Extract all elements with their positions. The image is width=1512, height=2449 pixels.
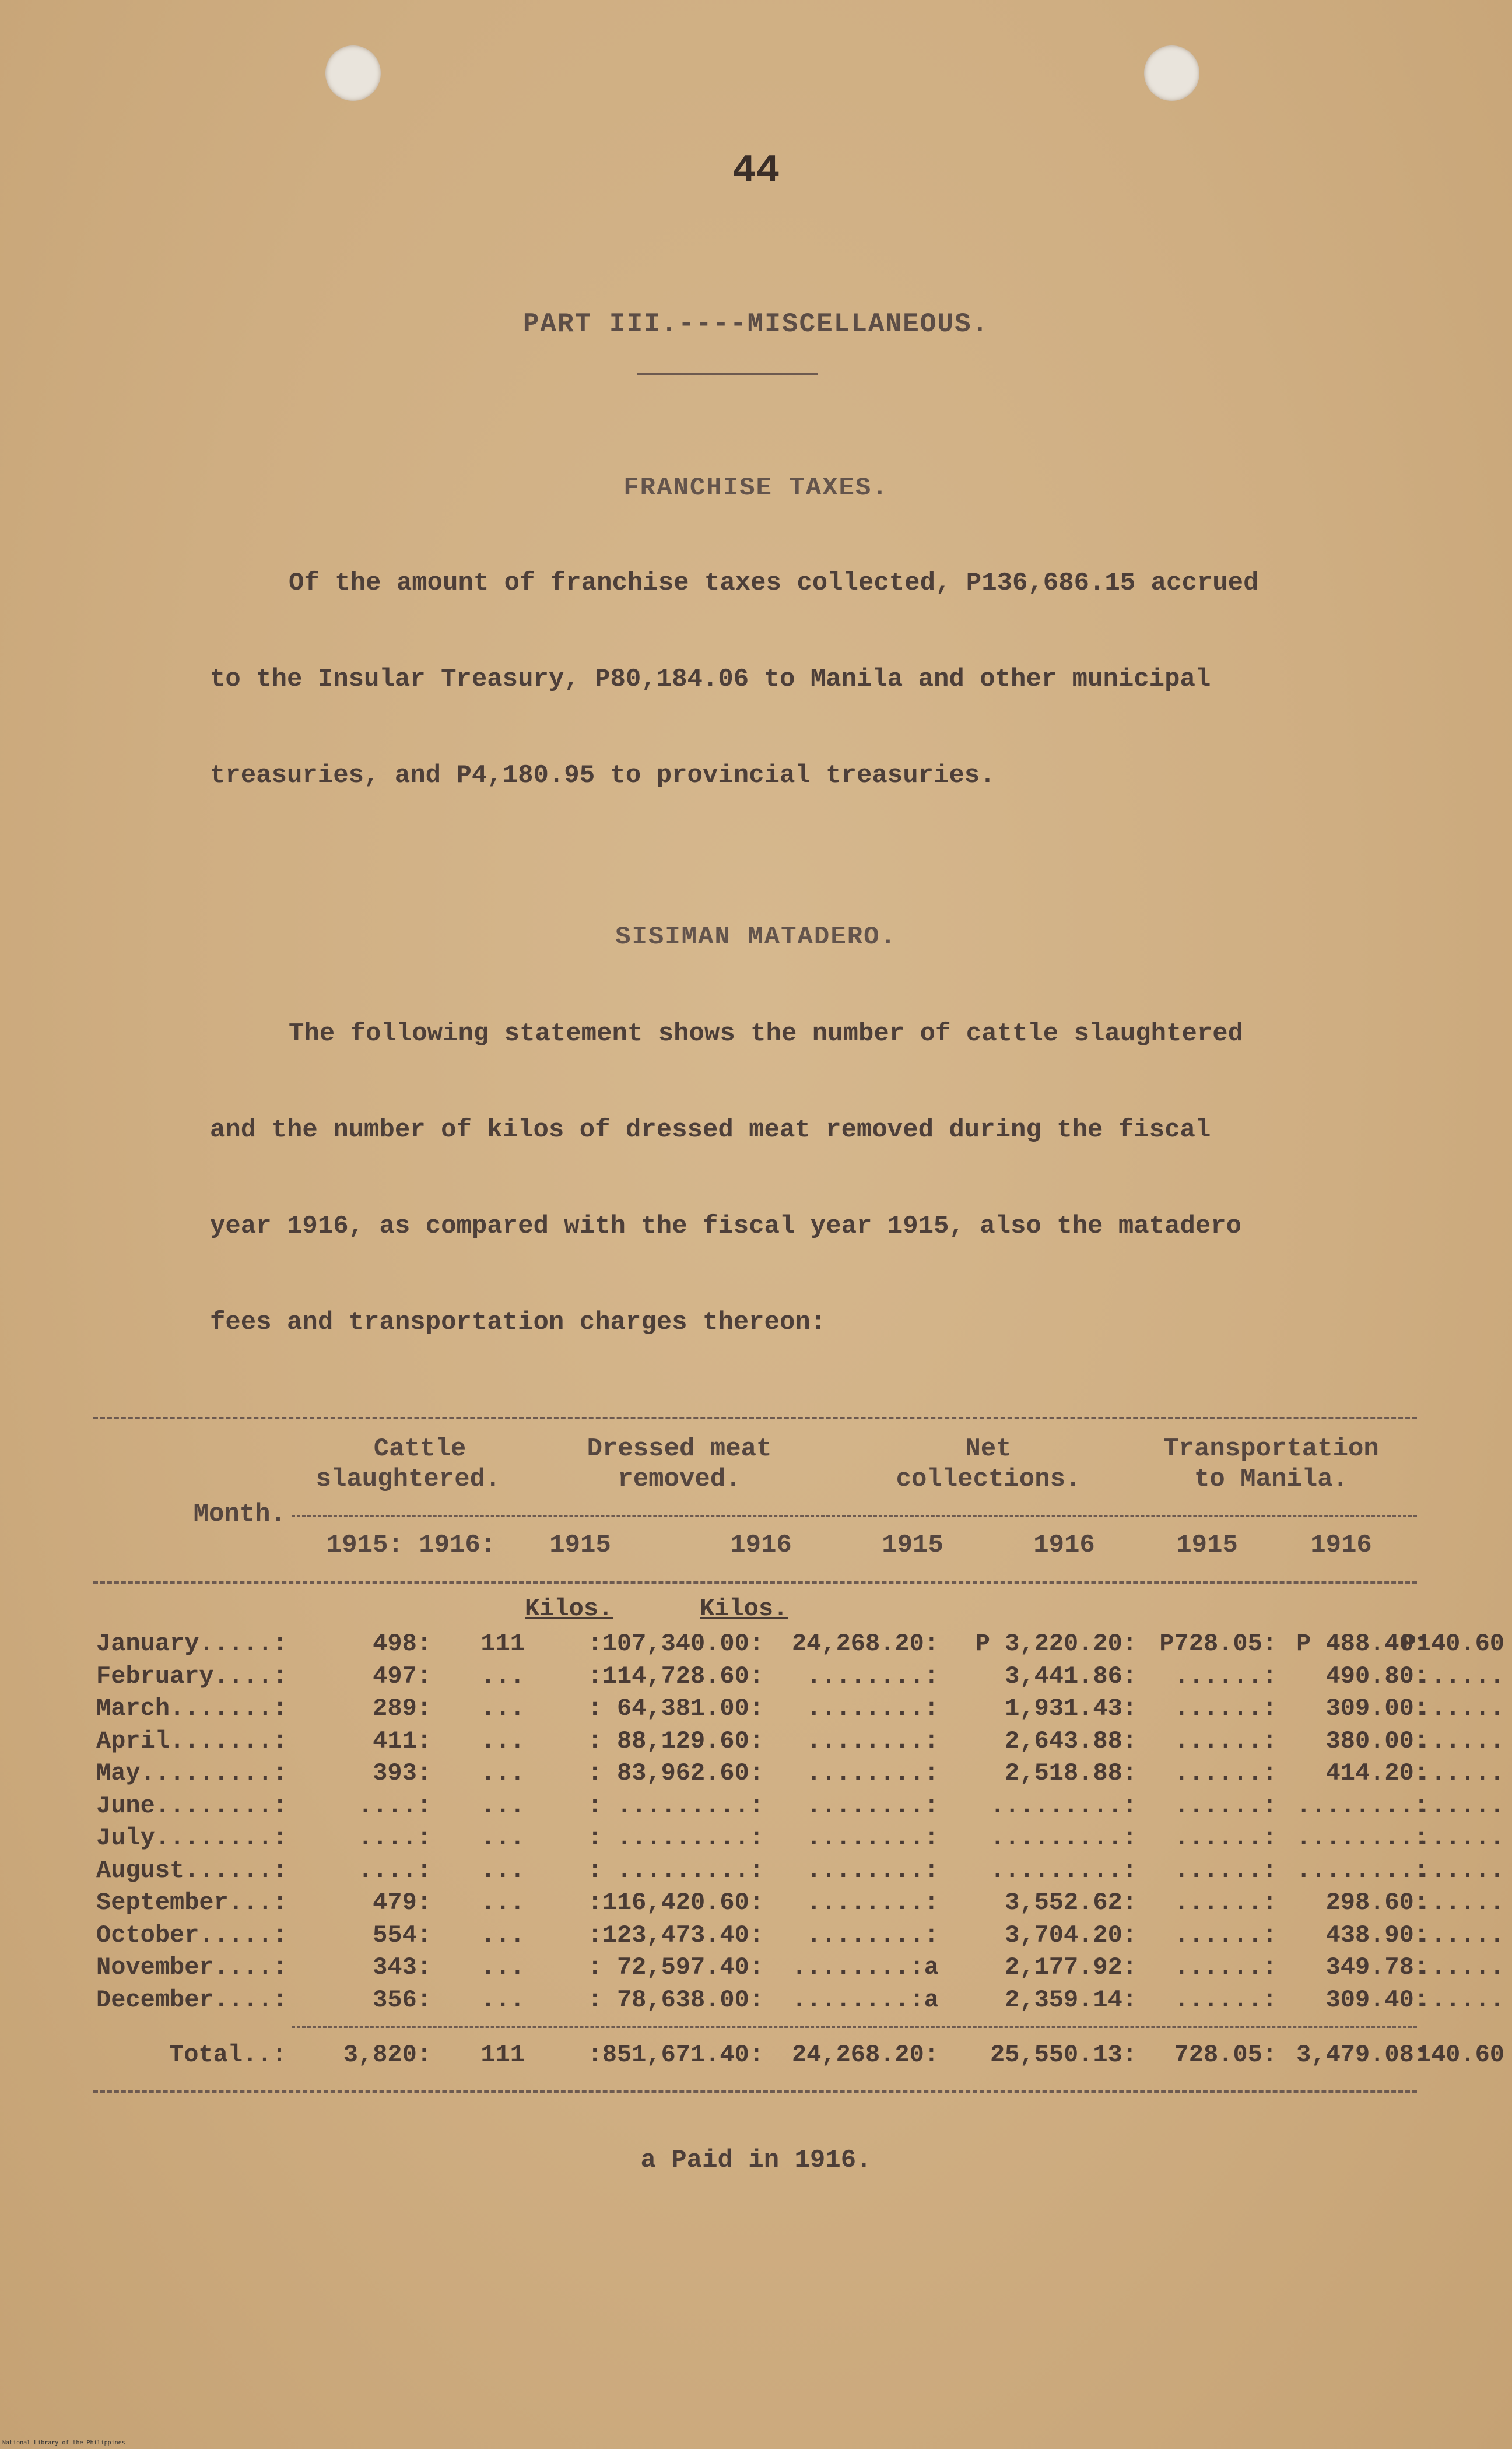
value-cell: ......: [1174,1727,1277,1755]
value-cell: : 78,638.00: [587,1985,764,2014]
value-cell: ...... [1416,1985,1504,2014]
matadero-line: The following statement shows the number of cattle slaughtered [289,1019,1244,1048]
value-cell: ...... [1416,1662,1504,1690]
value-cell: ...... [1416,1856,1504,1885]
value-cell: ... [480,1694,525,1722]
table-row [93,1856,1504,1889]
value-cell: :107,340.00: [587,1630,764,1658]
header-month: Month. [193,1500,286,1529]
total-label: Total..: [169,2041,287,2069]
value-cell: ...... [1416,1921,1504,1949]
value-cell: 414.20: [1325,1759,1429,1787]
value-cell: 24,268.20: [791,1630,939,1658]
value-cell: ........: [1296,1856,1429,1885]
total-cell: 25,550.13: [990,2041,1137,2069]
matadero-heading: SISIMAN MATADERO. [615,922,897,952]
punch-hole-right [1144,45,1199,101]
value-cell: P140.60 [1401,1630,1504,1658]
value-cell: : 64,381.00: [587,1694,764,1722]
value-cell: : 72,597.40: [587,1953,764,1981]
header-year: 1916 [730,1531,792,1560]
value-cell: ........: [806,1856,939,1885]
value-cell: ... [480,1727,525,1755]
value-cell: ....: [357,1856,432,1885]
value-cell: ......: [1174,1694,1277,1722]
value-cell: .........: [990,1824,1137,1852]
value-cell: :114,728.60: [587,1662,764,1690]
value-cell: ...... [1416,1791,1504,1820]
value-cell: ... [480,1921,525,1949]
value-cell: ......: [1174,1889,1277,1917]
value-cell: ......: [1174,1921,1277,1949]
table-row [93,1727,1504,1760]
value-cell: ........: [1296,1824,1429,1852]
franchise-taxes-heading: FRANCHISE TAXES. [623,473,889,503]
franchise-line: to the Insular Treasury, P80,184.06 to Manila and other municipal [210,665,1211,694]
value-cell: :116,420.60: [587,1889,764,1917]
value-cell: ......: [1174,1759,1277,1787]
value-cell: ... [480,1953,525,1981]
total-cell: 3,820: [343,2041,432,2069]
month-cell: March.......: [96,1694,287,1722]
month-cell: September...: [96,1889,287,1917]
units-kilos-1916: Kilos. [700,1595,788,1623]
month-cell: January.....: [96,1630,287,1658]
table-row [93,1921,1504,1954]
value-cell: 554: [373,1921,432,1949]
matadero-line: year 1916, as compared with the fiscal year 1915, also the matadero [210,1212,1242,1241]
table-row [93,1985,1504,2019]
table-bottom-rule [93,2090,1417,2093]
total-cell: 140.60 [1416,2041,1504,2069]
value-cell: : 88,129.60: [587,1727,764,1755]
value-cell: 2,518.88: [1005,1759,1137,1787]
value-cell: ........:a [791,1985,939,2014]
value-cell: P728.05: [1159,1630,1277,1658]
value-cell: ...... [1416,1889,1504,1917]
month-cell: April.......: [96,1727,287,1755]
value-cell: ...... [1416,1824,1504,1852]
month-cell: October.....: [96,1921,287,1949]
value-cell: ......: [1174,1662,1277,1690]
value-cell: 438.90: [1325,1921,1429,1949]
header-transportation: Transportation [1163,1434,1379,1464]
month-cell: December....: [96,1985,287,2014]
value-cell: 2,643.88: [1005,1727,1137,1755]
value-cell: ...... [1416,1953,1504,1981]
value-cell: 356: [373,1985,432,2014]
total-cell: :851,671.40: [587,2041,764,2069]
archive-label: National Library of the Philippines [2,2440,125,2446]
value-cell: ......: [1174,1791,1277,1820]
month-cell: February....: [96,1662,287,1690]
value-cell: 497: [373,1662,432,1690]
total-cell: 3,479.08: [1296,2041,1429,2069]
value-cell: 498: [373,1630,432,1658]
units-kilos-1915: Kilos. [525,1595,613,1623]
franchise-line: treasuries, and P4,180.95 to provincial treasuries. [210,761,995,790]
value-cell: ......: [1174,1856,1277,1885]
value-cell: : .........: [587,1824,764,1852]
value-cell: 349.78: [1325,1953,1429,1981]
total-row [93,2041,1504,2073]
value-cell: ........:a [791,1953,939,1981]
value-cell: :123,473.40: [587,1921,764,1949]
value-cell: 393: [373,1759,432,1787]
header-year: 1915 [1176,1531,1238,1560]
value-cell: ........: [806,1662,939,1690]
table-row [93,1889,1504,1921]
value-cell: 479: [373,1889,432,1917]
header-cattle: Cattle [373,1434,466,1464]
total-rule [292,2026,1417,2028]
value-cell: ... [480,1856,525,1885]
value-cell: ...... [1416,1727,1504,1755]
value-cell: ........: [806,1727,939,1755]
header-years-cattle: 1915: 1916: [326,1531,496,1560]
month-cell: June........: [96,1791,287,1820]
value-cell: : .........: [587,1791,764,1820]
value-cell: ... [480,1889,525,1917]
part-title-rule [637,373,818,375]
franchise-line: Of the amount of franchise taxes collected, P136,686.15 accrued [289,569,1259,598]
header-dressed-meat: Dressed meat [587,1434,772,1464]
value-cell: ........: [806,1694,939,1722]
month-cell: November....: [96,1953,287,1981]
value-cell: 343: [373,1953,432,1981]
header-sub-rule [292,1515,1417,1517]
value-cell: 2,177.92: [1005,1953,1137,1981]
value-cell: ... [480,1662,525,1690]
table-row [93,1694,1504,1727]
value-cell: ........: [806,1759,939,1787]
matadero-line: and the number of kilos of dressed meat removed during the fiscal [210,1115,1211,1145]
value-cell: ......: [1174,1953,1277,1981]
value-cell: : 83,962.60: [587,1759,764,1787]
table-row [93,1662,1504,1695]
value-cell: ...... [1416,1759,1504,1787]
value-cell: ........: [806,1889,939,1917]
page-number: 44 [732,149,780,194]
header-net-collections: Net [965,1434,1012,1464]
value-cell: ... [480,1824,525,1852]
table-row [93,1759,1504,1792]
value-cell: 3,704.20: [1005,1921,1137,1949]
total-cell: 728.05: [1174,2041,1277,2069]
header-bottom-rule [93,1581,1417,1584]
footnote: a Paid in 1916. [640,2146,872,2175]
value-cell: P 3,220.20: [975,1630,1137,1658]
value-cell: 490.80: [1325,1662,1429,1690]
value-cell: ........: [806,1921,939,1949]
value-cell: P 488.40: [1296,1630,1429,1658]
value-cell: ....: [357,1791,432,1820]
value-cell: ... [480,1985,525,2014]
value-cell: 3,441.86: [1005,1662,1137,1690]
header-year: 1915 [882,1531,943,1560]
value-cell: 111 [480,1630,525,1658]
value-cell: 309.00: [1325,1694,1429,1722]
punch-hole-left [325,45,381,101]
value-cell: 411: [373,1727,432,1755]
value-cell: ......: [1174,1824,1277,1852]
table-top-rule [93,1417,1417,1419]
total-cell: 111 [480,2041,525,2069]
value-cell: ........: [806,1791,939,1820]
part-title: PART III.----MISCELLANEOUS. [522,309,990,339]
header-transportation: to Manila. [1194,1465,1349,1494]
table-row [93,1791,1504,1825]
value-cell: 1,931.43: [1005,1694,1137,1722]
month-cell: July........: [96,1824,287,1852]
value-cell: ....: [357,1824,432,1852]
month-cell: August......: [96,1856,287,1885]
value-cell: ........: [1296,1791,1429,1820]
month-cell: May.........: [96,1759,287,1787]
value-cell: .........: [990,1856,1137,1885]
header-dressed-meat: removed. [618,1465,741,1494]
value-cell: ... [480,1759,525,1787]
value-cell: ...... [1416,1694,1504,1722]
table-row [93,1630,1504,1662]
value-cell: 309.40: [1325,1985,1429,2014]
header-cattle: slaughtered. [315,1465,501,1494]
value-cell: 289: [373,1694,432,1722]
header-year: 1916 [1033,1531,1095,1560]
value-cell: ......: [1174,1985,1277,2014]
header-net-collections: collections. [896,1465,1081,1494]
matadero-line: fees and transportation charges thereon: [210,1308,826,1337]
value-cell: 298.60: [1325,1889,1429,1917]
value-cell: 2,359.14: [1005,1985,1137,2014]
value-cell: ... [480,1791,525,1820]
table-row [93,1824,1504,1857]
total-cell: 24,268.20: [791,2041,939,2069]
header-year: 1916 [1310,1531,1372,1560]
value-cell: ........: [806,1824,939,1852]
value-cell: 380.00: [1325,1727,1429,1755]
value-cell: 3,552.62: [1005,1889,1137,1917]
value-cell: : .........: [587,1856,764,1885]
header-year: 1915 [549,1531,611,1560]
value-cell: .........: [990,1791,1137,1820]
table-row [93,1953,1504,1986]
